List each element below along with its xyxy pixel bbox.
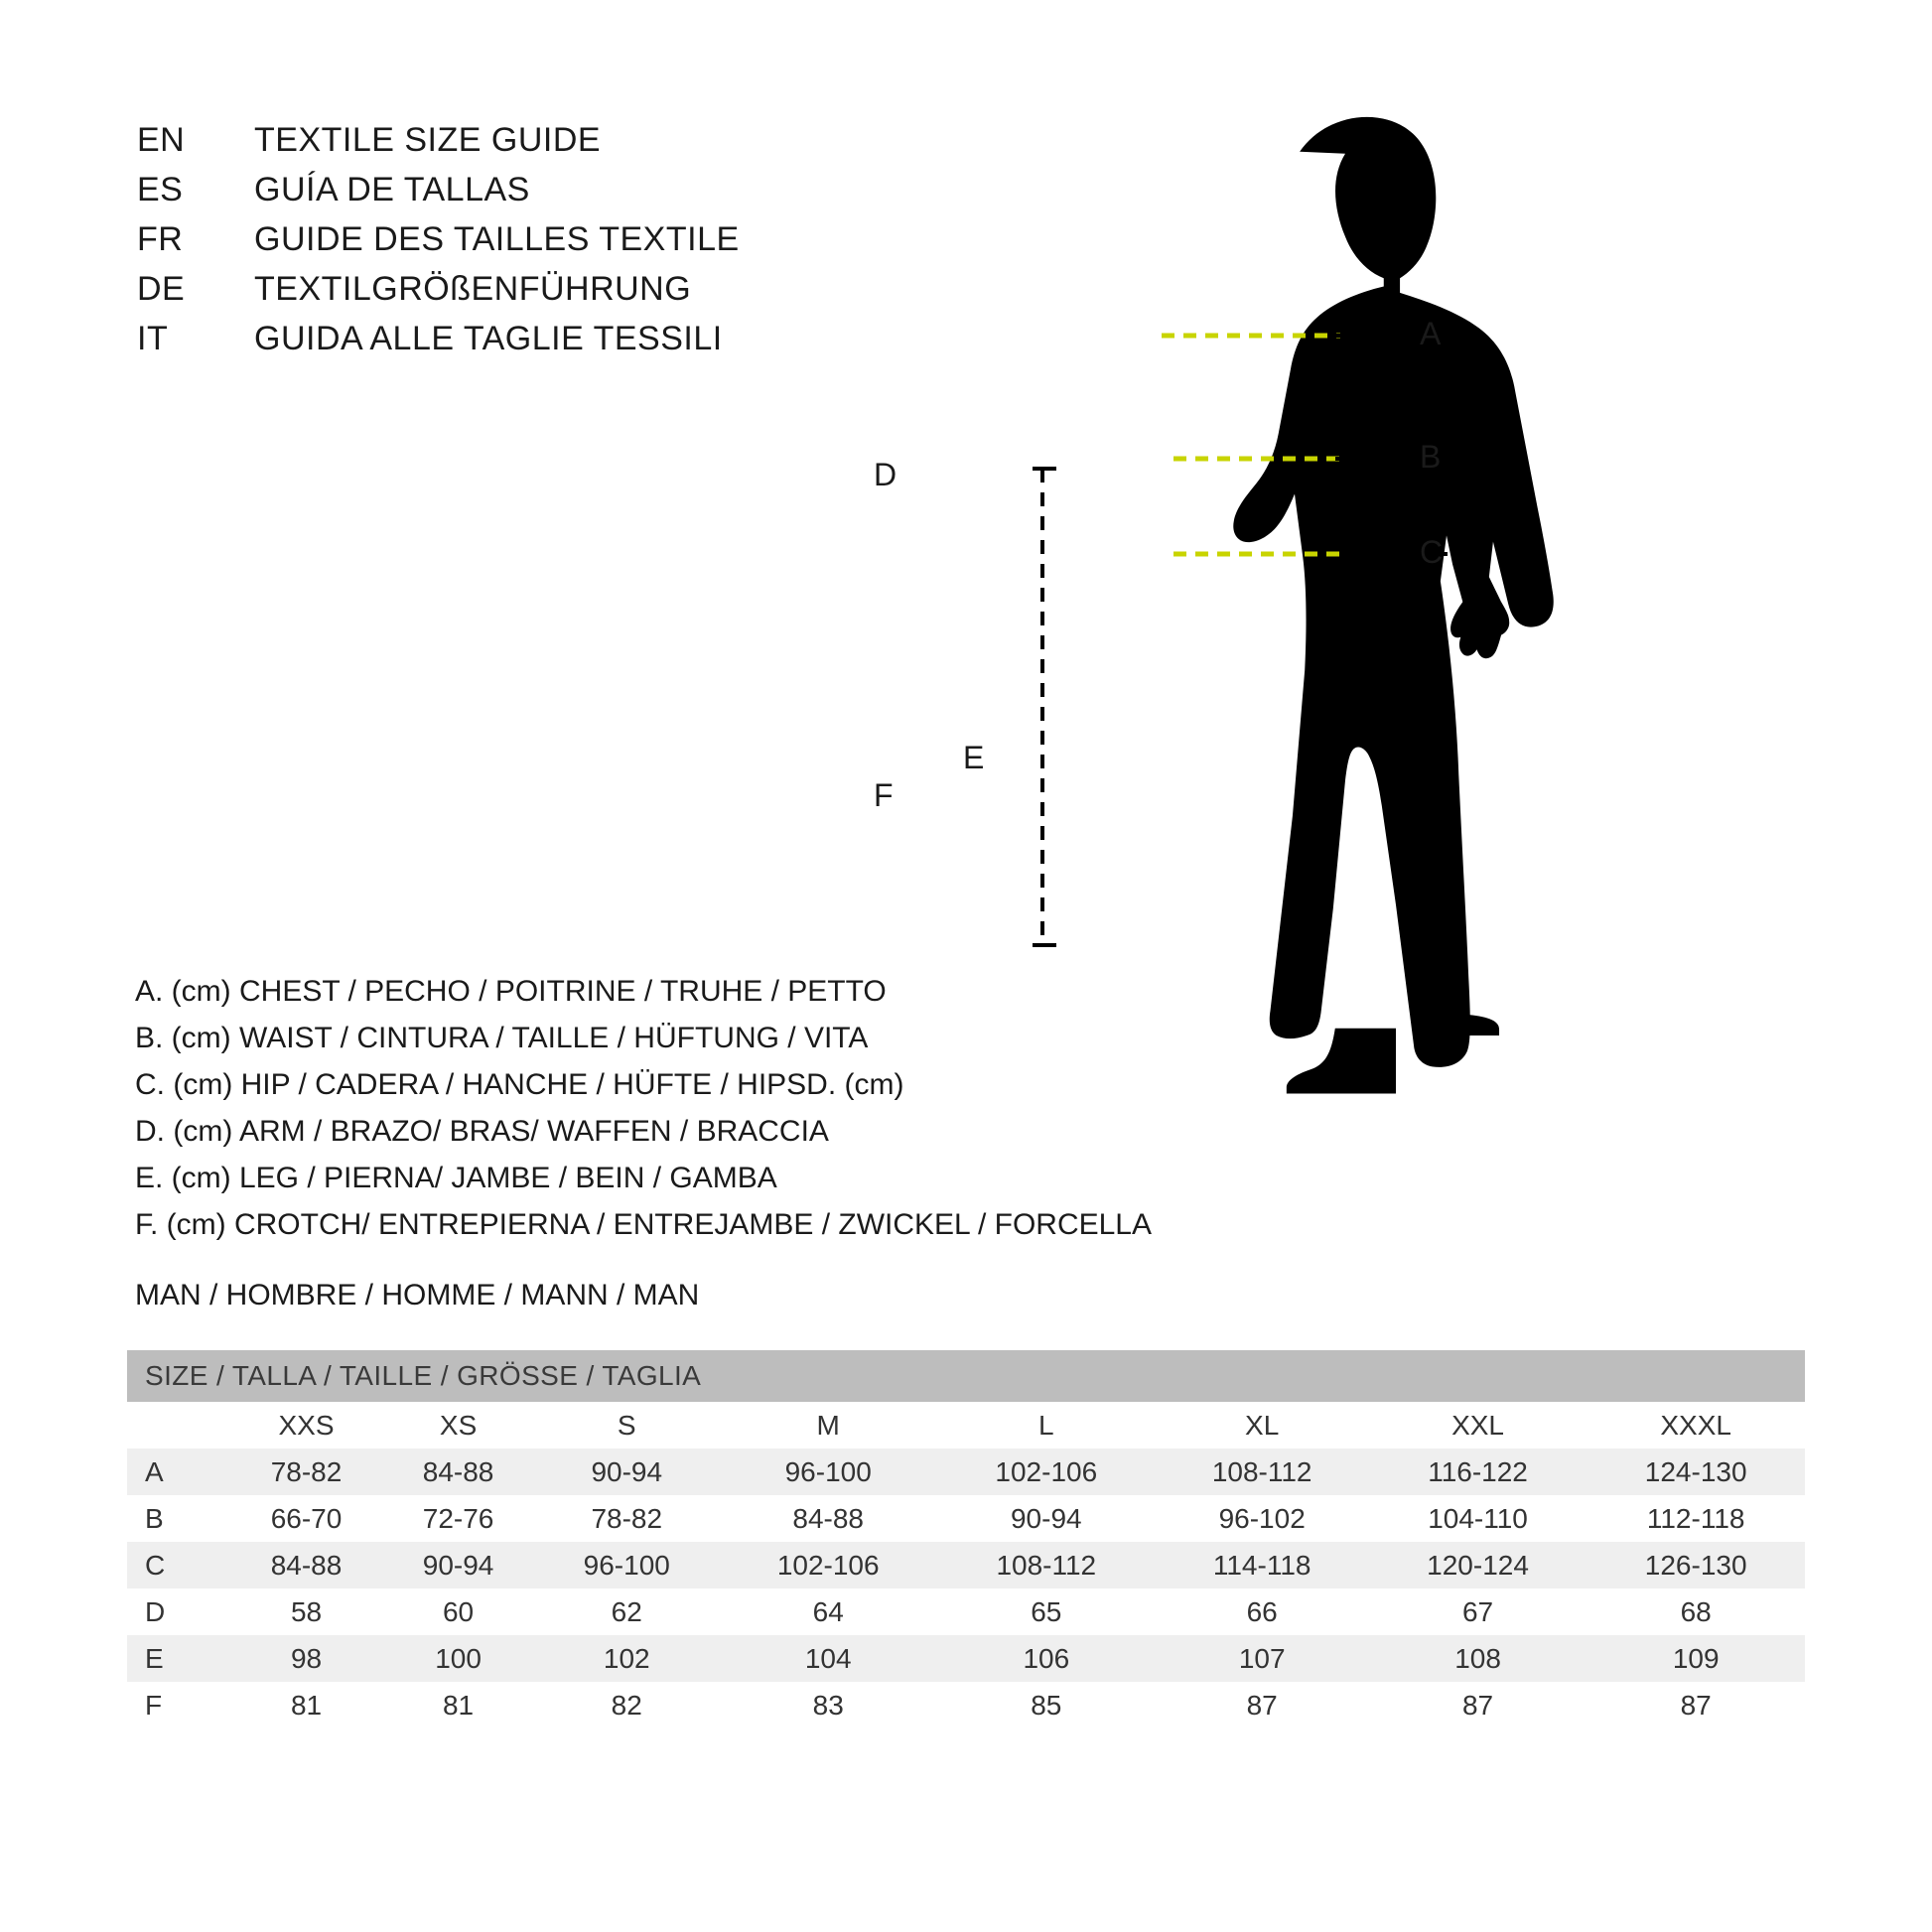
- legend-item-b: B. (cm) WAIST / CINTURA / TAILLE / HÜFTUNG / VITA: [135, 1022, 869, 1054]
- cell-b-xxs: 66-70: [270, 1502, 343, 1534]
- cell-c-s: 96-100: [534, 1542, 719, 1588]
- legend-item-e: E. (cm) LEG / PIERNA/ JAMBE / BEIN / GAMBA: [135, 1162, 777, 1194]
- diagram-label-e: E: [963, 740, 985, 775]
- language-row-de: [137, 270, 740, 320]
- row-label-c: C: [127, 1542, 230, 1588]
- table-row: [127, 1588, 1805, 1635]
- cell-d-xxl: 67: [1461, 1595, 1494, 1627]
- cell-c-xl: 114-118: [1156, 1542, 1369, 1588]
- language-code: EN: [137, 121, 186, 159]
- gender-label: MAN / HOMBRE / HOMME / MANN / MAN: [135, 1279, 700, 1311]
- language-title: TEXTILGRÖßENFÜHRUNG: [254, 270, 692, 308]
- table-row: [127, 1495, 1805, 1542]
- language-code: FR: [137, 220, 184, 258]
- column-header-xs: XS: [382, 1402, 534, 1449]
- table-row: [127, 1542, 1805, 1588]
- row-label-b: B: [145, 1502, 164, 1534]
- language-title: GUIDA ALLE TAGLIE TESSILI: [254, 320, 723, 357]
- column-header-xl: XL: [1156, 1402, 1369, 1449]
- silhouette-svg: [1033, 89, 1827, 1201]
- cell-f-xxxl: 87: [1680, 1689, 1712, 1721]
- table-row: [127, 1635, 1805, 1682]
- legend-item-a: A. (cm) CHEST / PECHO / POITRINE / TRUHE / PETTO: [135, 975, 887, 1008]
- diagram-label-d: D: [874, 457, 897, 492]
- row-label-a: A: [127, 1449, 230, 1495]
- language-header-block: [137, 121, 740, 369]
- language-code: DE: [137, 270, 186, 308]
- cell-a-m: 96-100: [719, 1449, 937, 1495]
- cell-b-m: 84-88: [792, 1502, 865, 1534]
- cell-c-xxs: 84-88: [230, 1542, 382, 1588]
- cell-f-m: 83: [812, 1689, 844, 1721]
- cell-b-l: 90-94: [1010, 1502, 1082, 1534]
- cell-b-xl: 96-102: [1218, 1502, 1306, 1534]
- legend-item-c: C. (cm) HIP / CADERA / HANCHE / HÜFTE / HIPSD. (cm): [135, 1068, 904, 1101]
- cell-d-m: 64: [812, 1595, 844, 1627]
- cell-a-s: 90-94: [534, 1449, 719, 1495]
- cell-a-xxs: 78-82: [230, 1449, 382, 1495]
- size-table: [127, 1350, 1805, 1728]
- language-row-es: [137, 171, 740, 220]
- language-row-en: [137, 121, 740, 171]
- row-label-f: F: [145, 1689, 163, 1721]
- table-column-row: [127, 1402, 1805, 1449]
- cell-c-m: 102-106: [719, 1542, 937, 1588]
- legend-item-d: D. (cm) ARM / BRAZO/ BRAS/ WAFFEN / BRACCIA: [135, 1115, 829, 1148]
- language-code: ES: [137, 171, 184, 208]
- cell-c-xxl: 120-124: [1369, 1542, 1587, 1588]
- cell-f-s: 82: [611, 1689, 642, 1721]
- cell-e-xxl: 108: [1369, 1635, 1587, 1682]
- table-header-row: [127, 1350, 1805, 1402]
- table-row: [127, 1682, 1805, 1728]
- row-label-e: E: [127, 1635, 230, 1682]
- cell-a-xxl: 116-122: [1369, 1449, 1587, 1495]
- cell-e-l: 106: [937, 1635, 1156, 1682]
- table-row: [127, 1449, 1805, 1495]
- diagram-label-b: B: [1420, 439, 1442, 475]
- column-header-s: S: [534, 1402, 719, 1449]
- cell-e-xl: 107: [1156, 1635, 1369, 1682]
- cell-a-xxxl: 124-130: [1587, 1449, 1805, 1495]
- row-label-d: D: [145, 1595, 166, 1627]
- language-title: GUÍA DE TALLAS: [254, 171, 530, 208]
- column-header-m: M: [719, 1402, 937, 1449]
- cell-f-xl: 87: [1246, 1689, 1278, 1721]
- column-header-xxl: XXL: [1369, 1402, 1587, 1449]
- cell-d-xxs: 58: [290, 1595, 323, 1627]
- cell-f-l: 85: [1031, 1689, 1062, 1721]
- cell-c-l: 108-112: [937, 1542, 1156, 1588]
- body-measurement-diagram: [874, 89, 1827, 1201]
- male-silhouette-icon: [1233, 117, 1553, 1094]
- language-code: IT: [137, 320, 169, 357]
- cell-f-xxs: 81: [290, 1689, 323, 1721]
- cell-d-xxxl: 68: [1680, 1595, 1712, 1627]
- cell-f-xxl: 87: [1461, 1689, 1494, 1721]
- diagram-label-a: A: [1420, 316, 1442, 351]
- diagram-label-f: F: [874, 777, 894, 813]
- cell-d-xs: 60: [442, 1595, 475, 1627]
- column-header-xxs: XXS: [230, 1402, 382, 1449]
- column-header-xxxl: XXXL: [1587, 1402, 1805, 1449]
- cell-e-xxxl: 109: [1587, 1635, 1805, 1682]
- measurement-legend: [135, 968, 1152, 1248]
- language-row-fr: [137, 220, 740, 270]
- cell-b-xs: 72-76: [422, 1502, 494, 1534]
- language-title: GUIDE DES TAILLES TEXTILE: [254, 220, 740, 258]
- cell-b-s: 78-82: [591, 1502, 663, 1534]
- cell-e-s: 102: [534, 1635, 719, 1682]
- cell-e-m: 104: [719, 1635, 937, 1682]
- cell-d-xl: 66: [1246, 1595, 1278, 1627]
- diagram-label-c: C: [1420, 534, 1444, 570]
- cell-c-xxxl: 126-130: [1587, 1542, 1805, 1588]
- cell-f-xs: 81: [442, 1689, 475, 1721]
- table-header-title: SIZE / TALLA / TAILLE / GRÖSSE / TAGLIA: [127, 1350, 1805, 1402]
- column-header-l: L: [937, 1402, 1156, 1449]
- cell-e-xxs: 98: [230, 1635, 382, 1682]
- column-header-blank: [127, 1402, 230, 1449]
- language-title: TEXTILE SIZE GUIDE: [254, 121, 602, 159]
- cell-d-l: 65: [1031, 1595, 1062, 1627]
- cell-c-xs: 90-94: [382, 1542, 534, 1588]
- legend-item-f: F. (cm) CROTCH/ ENTREPIERNA / ENTREJAMBE / ZWICKEL / FORCELLA: [135, 1208, 1152, 1241]
- cell-e-xs: 100: [382, 1635, 534, 1682]
- cell-a-l: 102-106: [937, 1449, 1156, 1495]
- language-row-it: [137, 320, 740, 369]
- cell-b-xxxl: 112-118: [1646, 1502, 1745, 1534]
- cell-d-s: 62: [611, 1595, 642, 1627]
- cell-b-xxl: 104-110: [1428, 1502, 1528, 1534]
- cell-a-xs: 84-88: [382, 1449, 534, 1495]
- cell-a-xl: 108-112: [1156, 1449, 1369, 1495]
